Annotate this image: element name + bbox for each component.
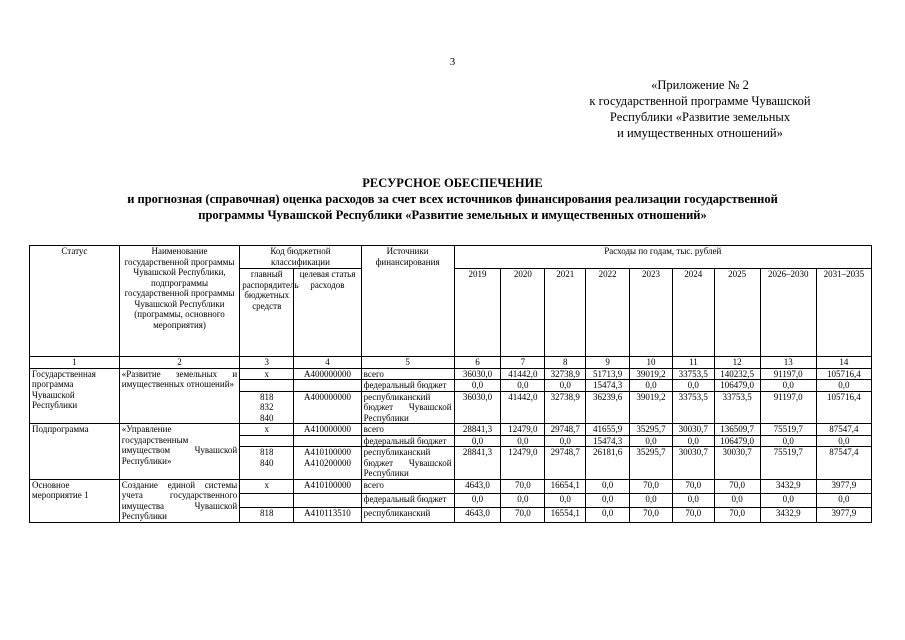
row-value: 35295,7: [630, 447, 673, 480]
col-index: 10: [630, 357, 673, 369]
row-value: 15474,3: [586, 380, 630, 392]
row-source: всего: [361, 368, 454, 380]
title-main: РЕСУРСНОЕ ОБЕСПЕЧЕНИЕ: [362, 176, 543, 190]
col-index: 14: [816, 357, 871, 369]
row-value: 87547,4: [816, 447, 871, 480]
col-index: 12: [714, 357, 760, 369]
row-source: федеральный бюджет: [361, 493, 454, 507]
row-value: 0,0: [454, 493, 501, 507]
row-value: 0,0: [760, 380, 816, 392]
row-value: 70,0: [672, 508, 714, 522]
row-name: «Управление государственным имуществом Чувашской Республики»: [119, 424, 239, 480]
appendix-line: и имущественных отношений»: [617, 126, 783, 140]
table-row: [30, 479, 872, 493]
row-grbs: х: [240, 424, 294, 436]
header-status: Статус: [30, 246, 120, 357]
row-csr: А410113510: [294, 508, 361, 522]
col-index: 8: [545, 357, 586, 369]
row-value: 0,0: [816, 493, 871, 507]
row-value: 41655,9: [586, 424, 630, 436]
row-value: 12479,0: [501, 424, 545, 436]
row-csr: [294, 493, 361, 507]
row-value: 39019,2: [630, 368, 673, 380]
row-value: 51713,9: [586, 368, 630, 380]
row-value: 4643,0: [454, 508, 501, 522]
row-value: 91197,0: [760, 368, 816, 380]
row-value: 3977,9: [816, 479, 871, 493]
row-value: 106479,0: [714, 380, 760, 392]
header-expenses: Расходы по годам, тыс. рублей: [454, 246, 871, 269]
col-index: 9: [586, 357, 630, 369]
row-value: 0,0: [501, 380, 545, 392]
col-index: 13: [760, 357, 816, 369]
row-value: 3432,9: [760, 479, 816, 493]
row-grbs: [240, 493, 294, 507]
row-value: 0,0: [630, 435, 673, 447]
row-value: 29748,7: [545, 447, 586, 480]
col-index: 1: [30, 357, 120, 369]
row-value: 26181,6: [586, 447, 630, 480]
row-source: республиканский: [361, 508, 454, 522]
row-csr: А410100000: [294, 479, 361, 493]
col-index: 4: [294, 357, 361, 369]
table-row: [30, 368, 872, 380]
row-value: 33753,5: [714, 391, 760, 424]
row-grbs: [240, 380, 294, 392]
row-value: 105716,4: [816, 391, 871, 424]
row-source: всего: [361, 424, 454, 436]
row-value: 0,0: [586, 508, 630, 522]
row-value: 3977,9: [816, 508, 871, 522]
row-value: 0,0: [630, 380, 673, 392]
row-value: 0,0: [714, 493, 760, 507]
row-value: 33753,5: [672, 368, 714, 380]
row-value: 0,0: [672, 435, 714, 447]
row-source: всего: [361, 479, 454, 493]
row-value: 0,0: [454, 435, 501, 447]
row-value: 75519,7: [760, 447, 816, 480]
row-value: 36030,0: [454, 391, 501, 424]
row-value: 105716,4: [816, 368, 871, 380]
row-value: 70,0: [714, 479, 760, 493]
row-csr: [294, 380, 361, 392]
row-grbs: [240, 435, 294, 447]
row-value: 35295,7: [630, 424, 673, 436]
col-index: 3: [240, 357, 294, 369]
row-value: 75519,7: [760, 424, 816, 436]
header-year: 2021: [545, 269, 586, 357]
col-index: 5: [361, 357, 454, 369]
appendix-line: «Приложение № 2: [651, 78, 749, 92]
row-grbs: х: [240, 368, 294, 380]
row-value: 87547,4: [816, 424, 871, 436]
row-value: 4643,0: [454, 479, 501, 493]
row-value: 0,0: [454, 380, 501, 392]
row-value: 12479,0: [501, 447, 545, 480]
row-source: республиканский бюджет Чувашской Республики: [361, 447, 454, 480]
row-value: 32738,9: [545, 391, 586, 424]
row-value: 0,0: [545, 435, 586, 447]
row-value: 28841,3: [454, 424, 501, 436]
document-title: [0, 175, 905, 223]
row-value: 30030,7: [672, 424, 714, 436]
row-value: 32738,9: [545, 368, 586, 380]
row-value: 0,0: [672, 380, 714, 392]
header-year: 2023: [630, 269, 673, 357]
header-grbs: главный распорядитель бюджетных средств: [240, 269, 294, 357]
title-line: и прогнозная (справочная) оценка расходов за счет всех источников финансирования реализации государственной: [127, 192, 778, 206]
row-value: 15474,3: [586, 435, 630, 447]
row-value: 41442,0: [501, 368, 545, 380]
header-year: 2025: [714, 269, 760, 357]
row-value: 33753,5: [672, 391, 714, 424]
header-year: 2026–2030: [760, 269, 816, 357]
row-grbs: 818 832 840: [240, 391, 294, 424]
row-value: 0,0: [760, 435, 816, 447]
row-value: 3432,9: [760, 508, 816, 522]
row-value: 16554,1: [545, 508, 586, 522]
row-value: 70,0: [501, 479, 545, 493]
row-grbs: 818: [240, 508, 294, 522]
row-value: 70,0: [630, 479, 673, 493]
header-name: Наименование государственной программы Чувашской Республики, подпрограммы государственной программы Чувашской Республики (программы, основного мероприятия): [119, 246, 239, 357]
header-year: 2024: [672, 269, 714, 357]
row-value: 30030,7: [672, 447, 714, 480]
row-value: 16654,1: [545, 479, 586, 493]
row-source: федеральный бюджет: [361, 435, 454, 447]
row-grbs: х: [240, 479, 294, 493]
row-value: 106479,0: [714, 435, 760, 447]
header-year: 2020: [501, 269, 545, 357]
table-row: [30, 424, 872, 436]
row-value: 0,0: [586, 493, 630, 507]
row-status: Основное мероприятие 1: [30, 479, 120, 522]
row-value: 70,0: [714, 508, 760, 522]
col-index: 7: [501, 357, 545, 369]
row-value: 36239,6: [586, 391, 630, 424]
header-year: 2022: [586, 269, 630, 357]
row-value: 91197,0: [760, 391, 816, 424]
row-csr: А400000000: [294, 368, 361, 380]
row-value: 0,0: [816, 435, 871, 447]
row-value: 0,0: [545, 493, 586, 507]
header-csr: целевая статья расходов: [294, 269, 361, 357]
header-source: Источники финансирования: [361, 246, 454, 357]
col-index: 11: [672, 357, 714, 369]
row-value: 28841,3: [454, 447, 501, 480]
row-csr: А410100000 А410200000: [294, 447, 361, 480]
appendix-note: [555, 77, 845, 141]
row-value: 36030,0: [454, 368, 501, 380]
col-index: 6: [454, 357, 501, 369]
row-csr: А410000000: [294, 424, 361, 436]
row-value: 0,0: [672, 493, 714, 507]
row-name: Создание единой системы учета государственного имущества Чувашской Республики: [119, 479, 239, 522]
row-value: 0,0: [816, 380, 871, 392]
row-value: 39019,2: [630, 391, 673, 424]
row-value: 0,0: [586, 479, 630, 493]
row-value: 70,0: [672, 479, 714, 493]
row-status: Подпрограмма: [30, 424, 120, 480]
resource-table: [29, 245, 872, 523]
row-name: «Развитие земельных и имущественных отношений»: [119, 368, 239, 424]
col-index: 2: [119, 357, 239, 369]
row-value: 0,0: [760, 493, 816, 507]
row-csr: [294, 435, 361, 447]
row-value: 140232,5: [714, 368, 760, 380]
row-value: 41442,0: [501, 391, 545, 424]
row-value: 0,0: [501, 493, 545, 507]
title-line: программы Чувашской Республики «Развитие земельных и имущественных отношений»: [198, 208, 707, 222]
header-year: 2019: [454, 269, 501, 357]
row-source: федеральный бюджет: [361, 380, 454, 392]
row-value: 30030,7: [714, 447, 760, 480]
row-value: 0,0: [630, 493, 673, 507]
row-value: 29748,7: [545, 424, 586, 436]
row-grbs: 818 840: [240, 447, 294, 480]
row-source: республиканский бюджет Чувашской Республики: [361, 391, 454, 424]
page-number: 3: [449, 56, 456, 68]
row-value: 70,0: [630, 508, 673, 522]
row-value: 0,0: [501, 435, 545, 447]
row-value: 136509,7: [714, 424, 760, 436]
row-csr: А400000000: [294, 391, 361, 424]
row-value: 70,0: [501, 508, 545, 522]
row-status: Государственная программа Чувашской Республики: [30, 368, 120, 424]
appendix-line: к государственной программе Чувашской: [589, 94, 811, 108]
row-value: 0,0: [545, 380, 586, 392]
header-code: Код бюджетной классификации: [240, 246, 361, 269]
header-year: 2031–2035: [816, 269, 871, 357]
appendix-line: Республики «Развитие земельных: [609, 110, 791, 124]
